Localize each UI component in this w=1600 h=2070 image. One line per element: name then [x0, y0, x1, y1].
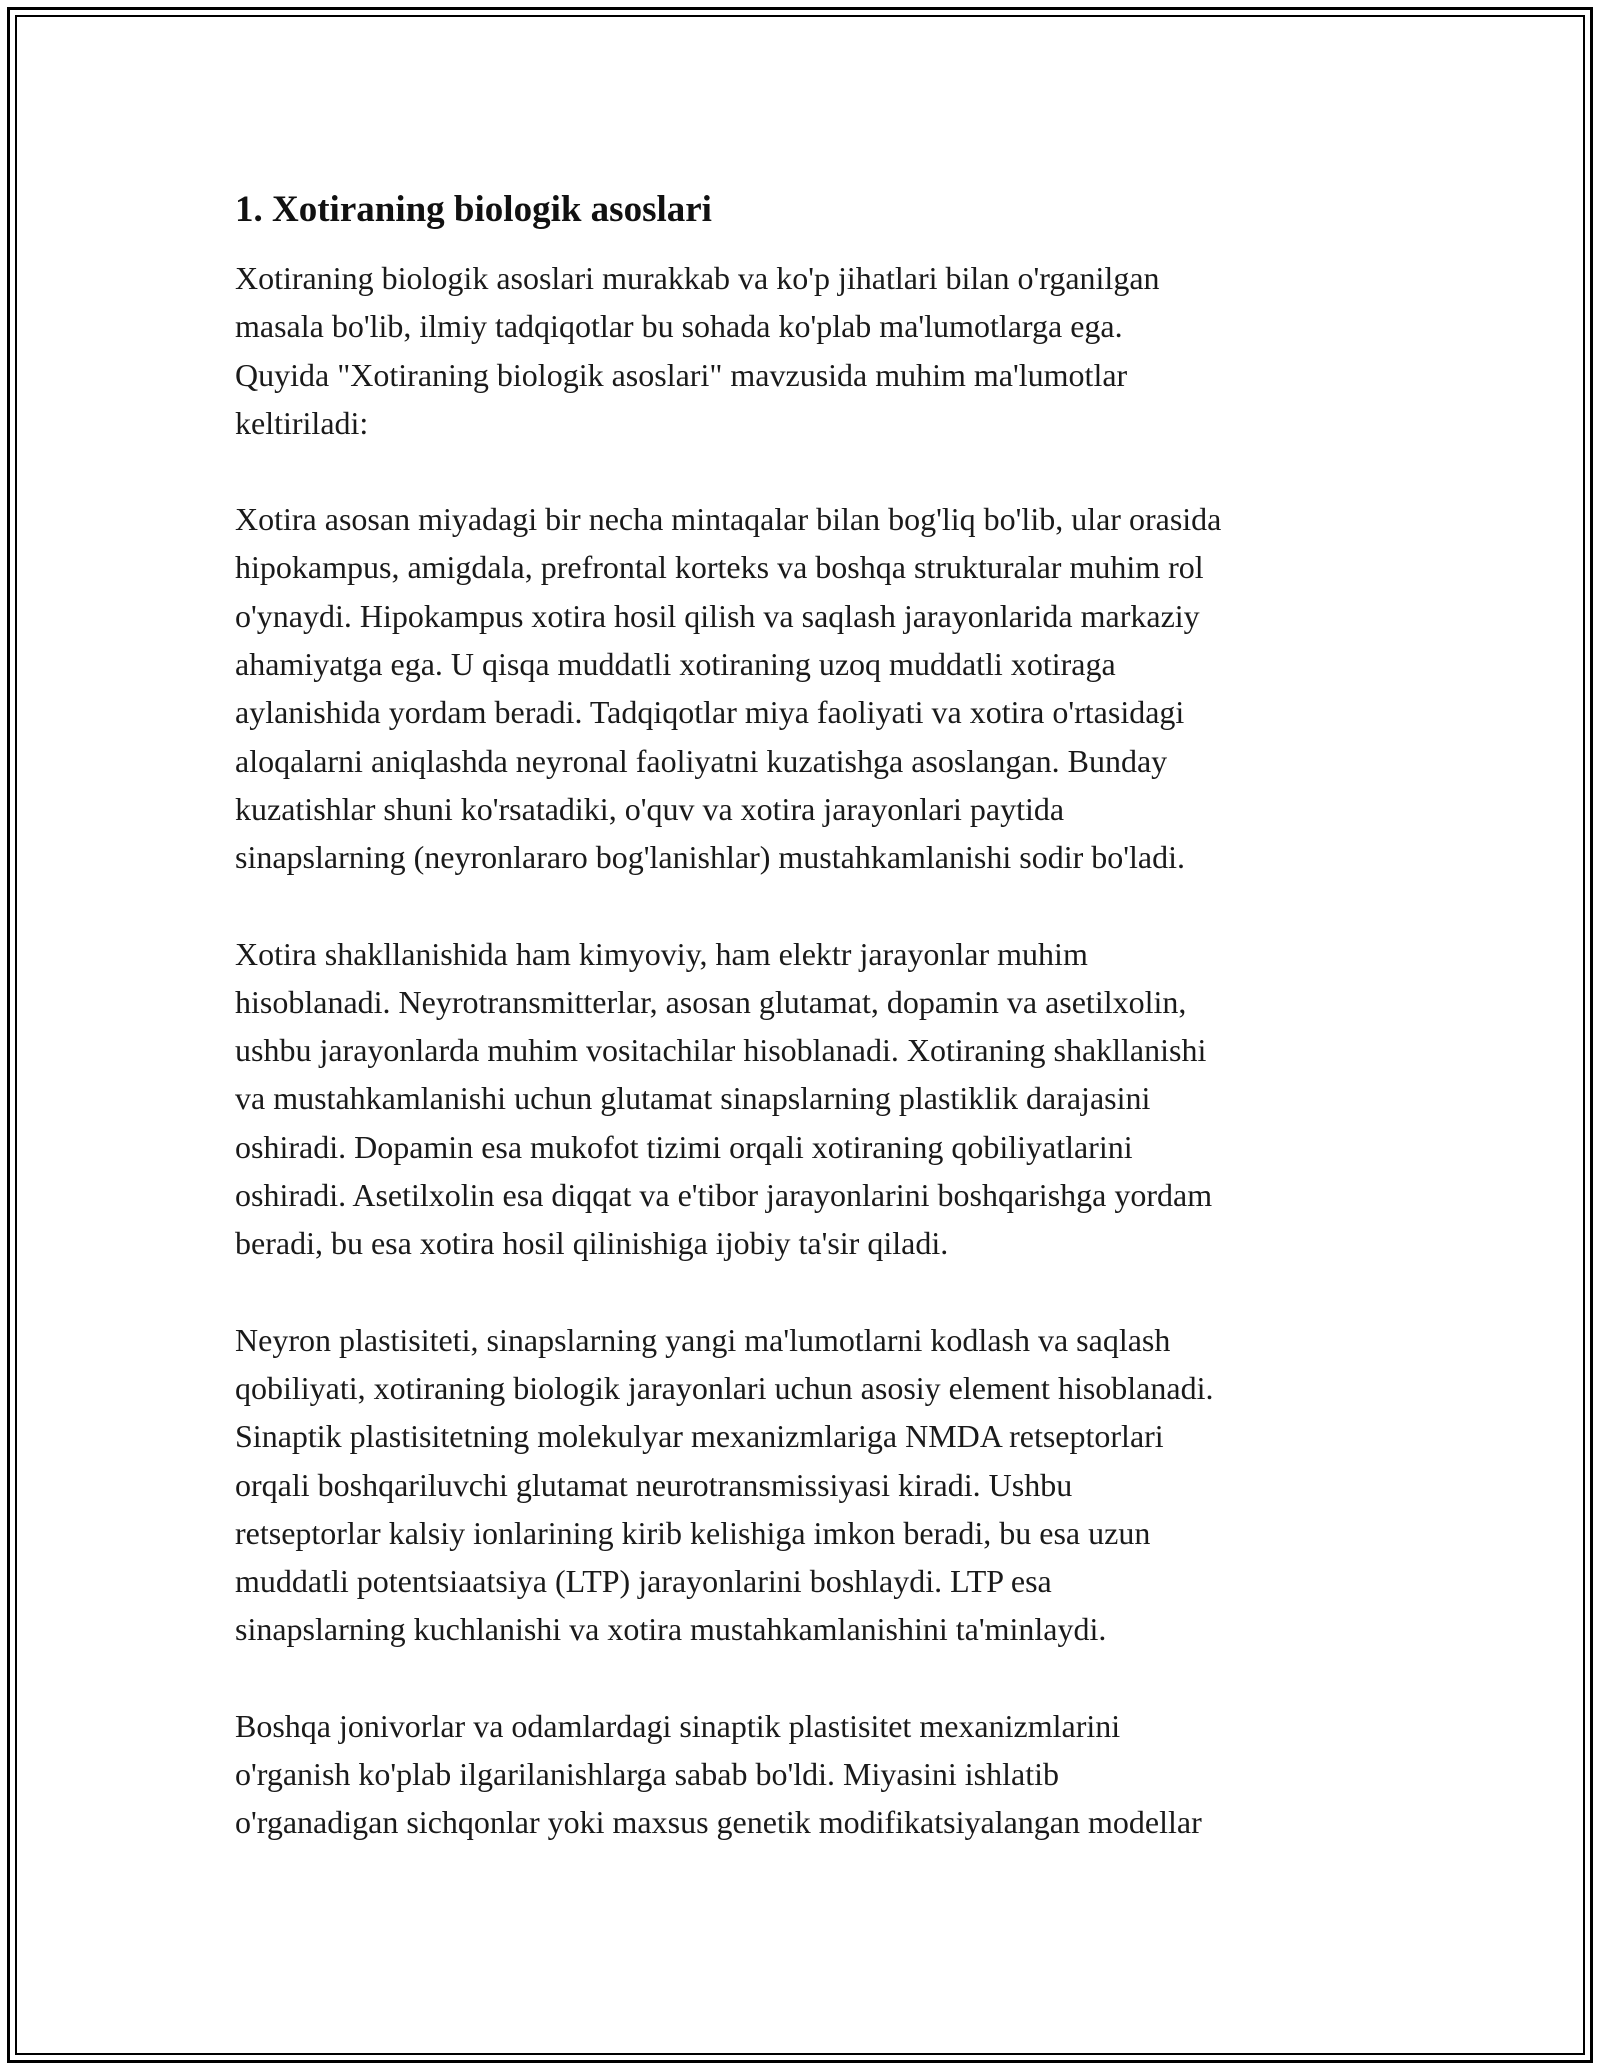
document-body — [235, 186, 1375, 1895]
text-line: o'rganish ko'plab ilgarilanishlarga sabab bo'ldi. Miyasini ishlatib — [235, 1756, 1059, 1793]
paragraph-2 — [235, 495, 1375, 881]
text-line: Neyron plastisiteti, sinapslarning yangi ma'lumotlarni kodlash va saqlash — [235, 1321, 1171, 1358]
text-line: qobiliyati, xotiraning biologik jarayonlari uchun asosiy element hisoblanadi. — [235, 1369, 1214, 1406]
text-line: hisoblanadi. Neyrotransmitterlar, asosan glutamat, dopamin va asetilxolin, — [235, 983, 1187, 1020]
text-line: o'ynaydi. Hipokampus xotira hosil qilish va saqlash jarayonlarida markaziy — [235, 597, 1200, 634]
text-line: beradi, bu esa xotira hosil qilinishiga ijobiy ta'sir qiladi. — [235, 1225, 949, 1262]
text-line: ushbu jarayonlarda muhim vositachilar hisoblanadi. Xotiraning shakllanishi — [235, 1032, 1207, 1069]
paragraph-4 — [235, 1316, 1375, 1654]
text-line: hipokampus, amigdala, prefrontal korteks va boshqa strukturalar muhim rol — [235, 549, 1204, 586]
text-line: orqali boshqariluvchi glutamat neurotransmissiyasi kiradi. Ushbu — [235, 1466, 1073, 1503]
text-line: sinapslarning kuchlanishi va xotira mustahkamlanishini ta'minlaydi. — [235, 1611, 1107, 1648]
text-line: Boshqa jonivorlar va odamlardagi sinaptik plastisitet mexanizmlarini — [235, 1707, 1121, 1744]
text-line: muddatli potentsiaatsiya (LTP) jarayonlarini boshlaydi. LTP esa — [235, 1563, 1052, 1600]
paragraph-3 — [235, 930, 1375, 1268]
text-line: Xotira shakllanishida ham kimyoviy, ham elektr jarayonlar muhim — [235, 935, 1088, 972]
text-line: oshiradi. Dopamin esa mukofot tizimi orqali xotiraning qobiliyatlarini — [235, 1128, 1133, 1165]
text-line: sinapslarning (neyronlararo bog'lanishlar) mustahkamlanishi sodir bo'ladi. — [235, 839, 1185, 876]
text-line: Quyida "Xotiraning biologik asoslari" mavzusida muhim ma'lumotlar — [235, 356, 1128, 393]
text-line: kuzatishlar shuni ko'rsatadiki, o'quv va xotira jarayonlari paytida — [235, 790, 1065, 827]
text-line: Xotira asosan miyadagi bir necha mintaqalar bilan bog'liq bo'lib, ular orasida — [235, 501, 1222, 538]
text-line: retseptorlar kalsiy ionlarining kirib kelishiga imkon beradi, bu esa uzun — [235, 1514, 1151, 1551]
text-line: oshiradi. Asetilxolin esa diqqat va e'tibor jarayonlarini boshqarishga yordam — [235, 1177, 1213, 1214]
text-line: Xotiraning biologik asoslari murakkab va ko'p jihatlari bilan o'rganilgan — [235, 260, 1160, 296]
text-line: Sinaptik plastisitetning molekulyar mexanizmlariga NMDA retseptorlari — [235, 1418, 1164, 1455]
paragraph-5 — [235, 1702, 1375, 1847]
text-line: masala bo'lib, ilmiy tadqiqotlar bu sohada ko'plab ma'lumotlarga ega. — [235, 308, 1123, 345]
text-line: keltiriladi: — [235, 404, 369, 441]
text-line: aylanishida yordam beradi. Tadqiqotlar miya faoliyati va xotira o'rtasidagi — [235, 694, 1185, 731]
text-line: aloqalarni aniqlashda neyronal faoliyatni kuzatishga asoslangan. Bunday — [235, 742, 1168, 779]
section-heading: 1. Xotiraning biologik asoslari — [235, 189, 712, 230]
text-line: o'rganadigan sichqonlar yoki maxsus genetik modifikatsiyalangan modellar — [235, 1804, 1202, 1841]
paragraph-1 — [235, 254, 1375, 447]
text-line: va mustahkamlanishi uchun glutamat sinapslarning plastiklik darajasini — [235, 1080, 1151, 1117]
text-line: ahamiyatga ega. U qisqa muddatli xotiraning uzoq muddatli xotiraga — [235, 646, 1116, 683]
